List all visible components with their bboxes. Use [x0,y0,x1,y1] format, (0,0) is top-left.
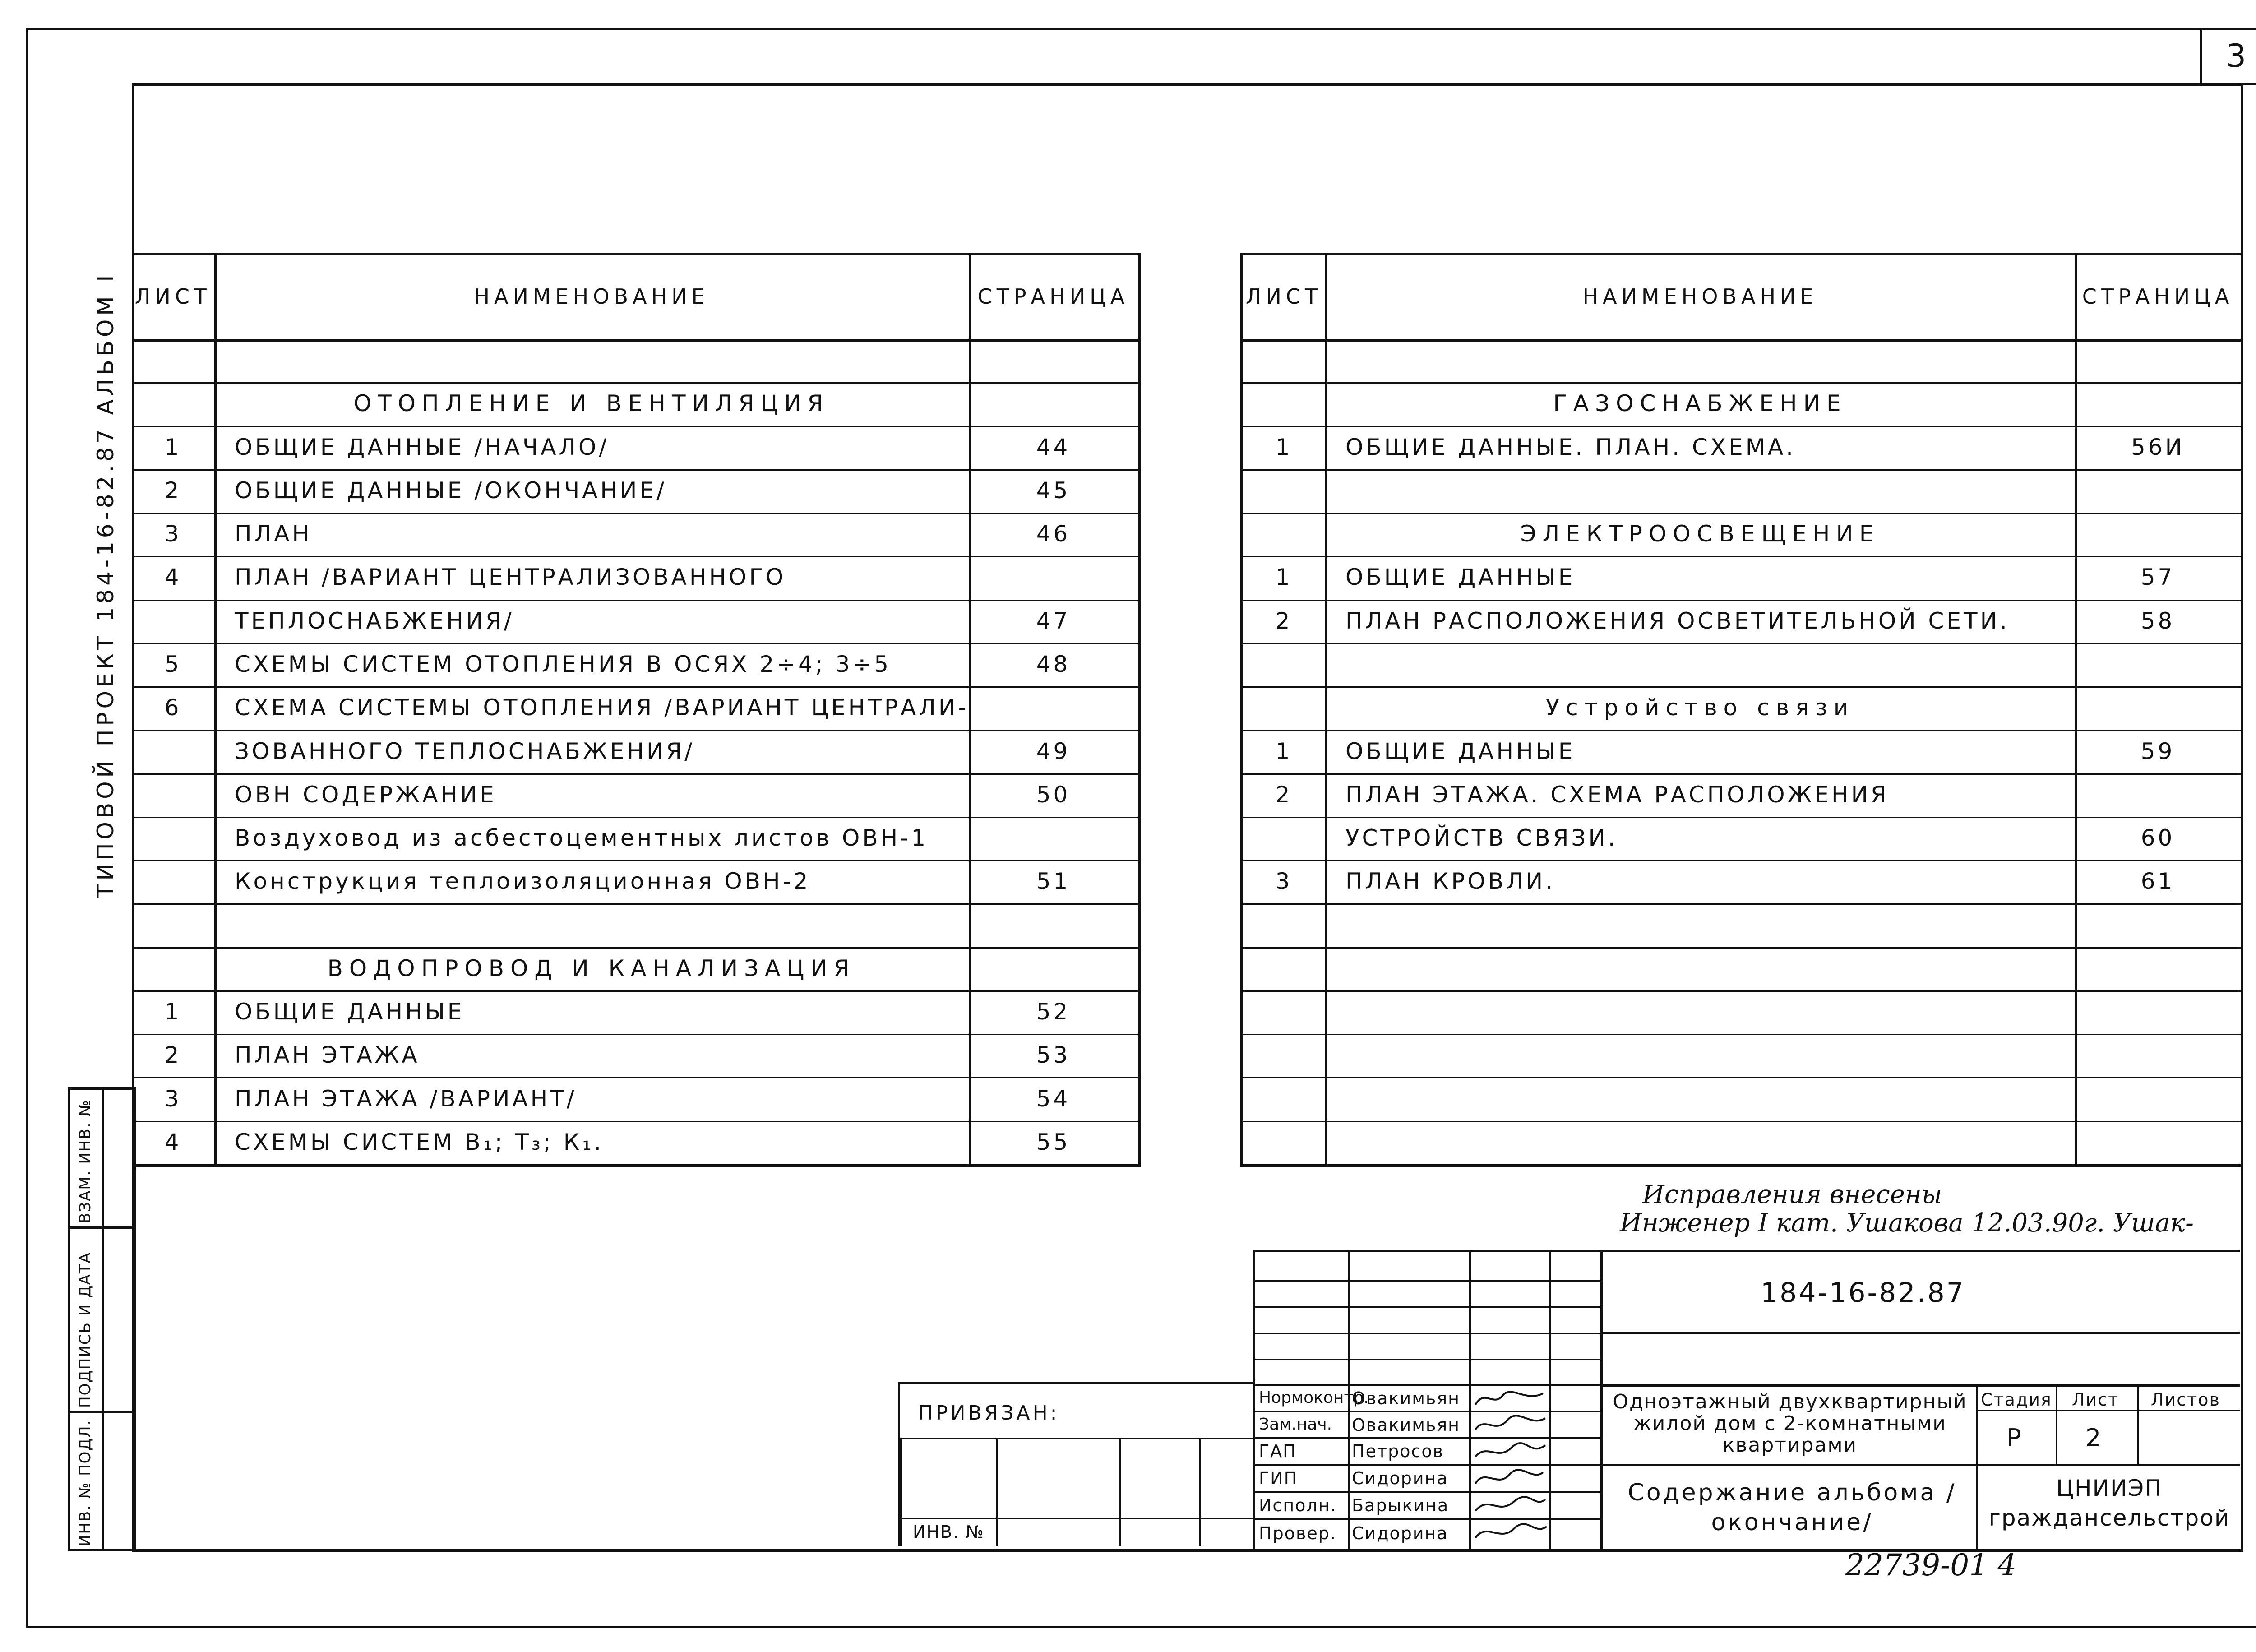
sheet-title: Содержание альбома /окончание/ [1627,1479,1957,1536]
row-name: ЗОВАННОГО ТЕПЛОСНАБЖЕНИЯ/ [235,738,695,764]
row-sheet-number: 1 [164,434,182,460]
role-gip: ГИП [1259,1468,1298,1488]
row-name: ПЛАН ЭТАЖА /ВАРИАНТ/ [235,1085,577,1112]
stamp-replace-inv: ВЗАМ. ИНВ. № [76,1099,94,1223]
row-sheet-number: 2 [1275,607,1293,634]
row-name: Конструкция теплоизоляционная ОВН-2 [235,868,811,895]
row-sheet-number: 6 [164,694,182,721]
row-page: 49 [1036,738,1071,764]
row-sheet-number: 4 [164,1129,182,1155]
row-page: 54 [1036,1085,1071,1112]
row-name: ОВН СОДЕРЖАНИЕ [235,781,497,808]
row-sheet-number: 4 [164,564,182,591]
contents-table-right [1240,253,2241,1167]
row-name: ПЛАН ЭТАЖА [235,1042,420,1069]
sheets-label: Листов [2151,1390,2220,1410]
name-gap: Петросов [1352,1441,1444,1461]
row-sheet-number: 1 [164,999,182,1025]
row-name: ПЛАН ЭТАЖА. СХЕМА РАСПОЛОЖЕНИЯ [1345,781,1889,808]
role-checker: Провер. [1259,1523,1336,1543]
left-stamp [68,1087,136,1551]
row-sheet-number: 2 [1275,781,1293,808]
row-sheet-number: 2 [164,477,182,504]
row-page: 50 [1036,781,1071,808]
section-heading: ВОДОПРОВОД И КАНАЛИЗАЦИЯ [327,955,856,981]
organization: ЦНИИЭП граждансельстрой [1988,1475,2230,1531]
row-name: ПЛАН РАСПОЛОЖЕНИЯ ОСВЕТИТЕЛЬНОЙ СЕТИ. [1345,607,2010,634]
row-sheet-number: 3 [164,521,182,547]
row-name: ОБЩИЕ ДАННЫЕ /НАЧАЛО/ [235,434,610,460]
row-name: ОБЩИЕ ДАННЫЕ [235,999,465,1025]
role-gap: ГАП [1259,1441,1297,1461]
header-name: НАИМЕНОВАНИЕ [474,284,709,309]
bound-label: ПРИВЯЗАН: [918,1402,1060,1425]
row-page: 53 [1036,1042,1071,1069]
row-name: ОБЩИЕ ДАННЫЕ [1345,564,1576,591]
row-sheet-number: 5 [164,651,182,677]
row-page: 48 [1036,651,1071,677]
row-page: 55 [1036,1129,1071,1155]
role-deputy-head: Зам.нач. [1259,1415,1332,1434]
name-executor: Барыкина [1352,1495,1449,1515]
section-heading: ОТОПЛЕНИЕ И ВЕНТИЛЯЦИЯ [353,390,830,417]
header-page: СТРАНИЦА [977,284,1129,309]
row-page: 57 [2140,564,2175,591]
row-sheet-number: 2 [164,1042,182,1069]
row-page: 45 [1036,477,1071,504]
correction-note-line1: Исправления внесены [1642,1180,1942,1209]
contents-table-left [132,253,1141,1167]
row-page: 60 [2140,825,2175,851]
row-page: 61 [2140,868,2175,895]
row-page: 58 [2140,607,2175,634]
row-name: ОБЩИЕ ДАННЫЕ. ПЛАН. СХЕМА. [1345,434,1796,460]
row-page: 56И [2131,434,2185,460]
row-page: 44 [1036,434,1071,460]
row-name: УСТРОЙСТВ СВЯЗИ. [1345,825,1618,851]
sheet-number: 3 [2200,29,2256,85]
object-name: Одноэтажный двухквартирный жилой дом с 2-комнатными квартирами [1613,1390,1967,1457]
row-sheet-number: 1 [1275,738,1293,764]
row-sheet-number: 3 [1275,868,1293,895]
inv-label: ИНВ. № [913,1522,985,1542]
row-name: ПЛАН КРОВЛИ. [1345,868,1556,895]
archive-number: 22739-01 4 [1845,1548,2017,1583]
row-sheet-number: 1 [1275,564,1293,591]
name-checker: Сидорина [1352,1523,1448,1543]
stage-label: Стадия [1981,1390,2052,1410]
row-page: 52 [1036,999,1071,1025]
stage-value: Р [2006,1424,2022,1452]
project-code: 184-16-82.87 [1761,1277,1965,1309]
row-name: ОБЩИЕ ДАННЫЕ /ОКОНЧАНИЕ/ [235,477,667,504]
row-page: 51 [1036,868,1071,895]
row-sheet-number: 3 [164,1085,182,1112]
correction-note-line2: Инженер I кат. Ушакова 12.03.90г. Ушак- [1620,1208,2194,1238]
role-normcontrol: Нормоконтр. [1259,1388,1369,1407]
name-deputy-head: Овакимьян [1352,1415,1461,1435]
bound-block [898,1382,1255,1546]
row-name: ПЛАН /ВАРИАНТ ЦЕНТРАЛИЗОВАННОГО [235,564,786,591]
name-gip: Сидорина [1352,1468,1448,1488]
header-name: НАИМЕНОВАНИЕ [1582,284,1818,309]
row-name: ПЛАН [235,521,312,547]
row-name: СХЕМЫ СИСТЕМ ОТОПЛЕНИЯ В ОСЯХ 2÷4; 3÷5 [235,651,892,677]
header-sheet: ЛИСТ [134,284,212,309]
stamp-inv-original: ИНВ. № ПОДЛ. [76,1419,94,1546]
row-name: ОБЩИЕ ДАННЫЕ [1345,738,1576,764]
side-label: ТИПОВОЙ ПРОЕКТ 184-16-82.87 АЛЬБОМ I [92,271,119,898]
row-page: 47 [1036,607,1071,634]
row-page: 46 [1036,521,1071,547]
header-page: СТРАНИЦА [2082,284,2234,309]
name-normcontrol: Овакимьян [1352,1388,1461,1408]
signature-marks [1471,1384,1549,1549]
section-heading: ЭЛЕКТРООСВЕЩЕНИЕ [1520,521,1880,547]
row-name: СХЕМЫ СИСТЕМ В₁; Т₃; К₁. [235,1129,604,1155]
row-name: СХЕМА СИСТЕМЫ ОТОПЛЕНИЯ /ВАРИАНТ ЦЕНТРАЛИ- [235,694,969,721]
section-heading: Устройство связи [1545,694,1855,721]
sheet-value: 2 [2085,1424,2102,1452]
stamp-sign-date: ПОДПИСЬ И ДАТА [76,1252,94,1408]
section-heading: ГАЗОСНАБЖЕНИЕ [1553,390,1847,417]
row-sheet-number: 1 [1275,434,1293,460]
row-name: Воздуховод из асбестоцементных листов ОВН-1 [235,825,929,851]
role-executor: Исполн. [1259,1495,1337,1515]
row-name: ТЕПЛОСНАБЖЕНИЯ/ [235,607,514,634]
sheet-label: Лист [2072,1390,2119,1410]
header-sheet: ЛИСТ [1245,284,1322,309]
title-block [1253,1250,2240,1549]
row-page: 59 [2140,738,2175,764]
